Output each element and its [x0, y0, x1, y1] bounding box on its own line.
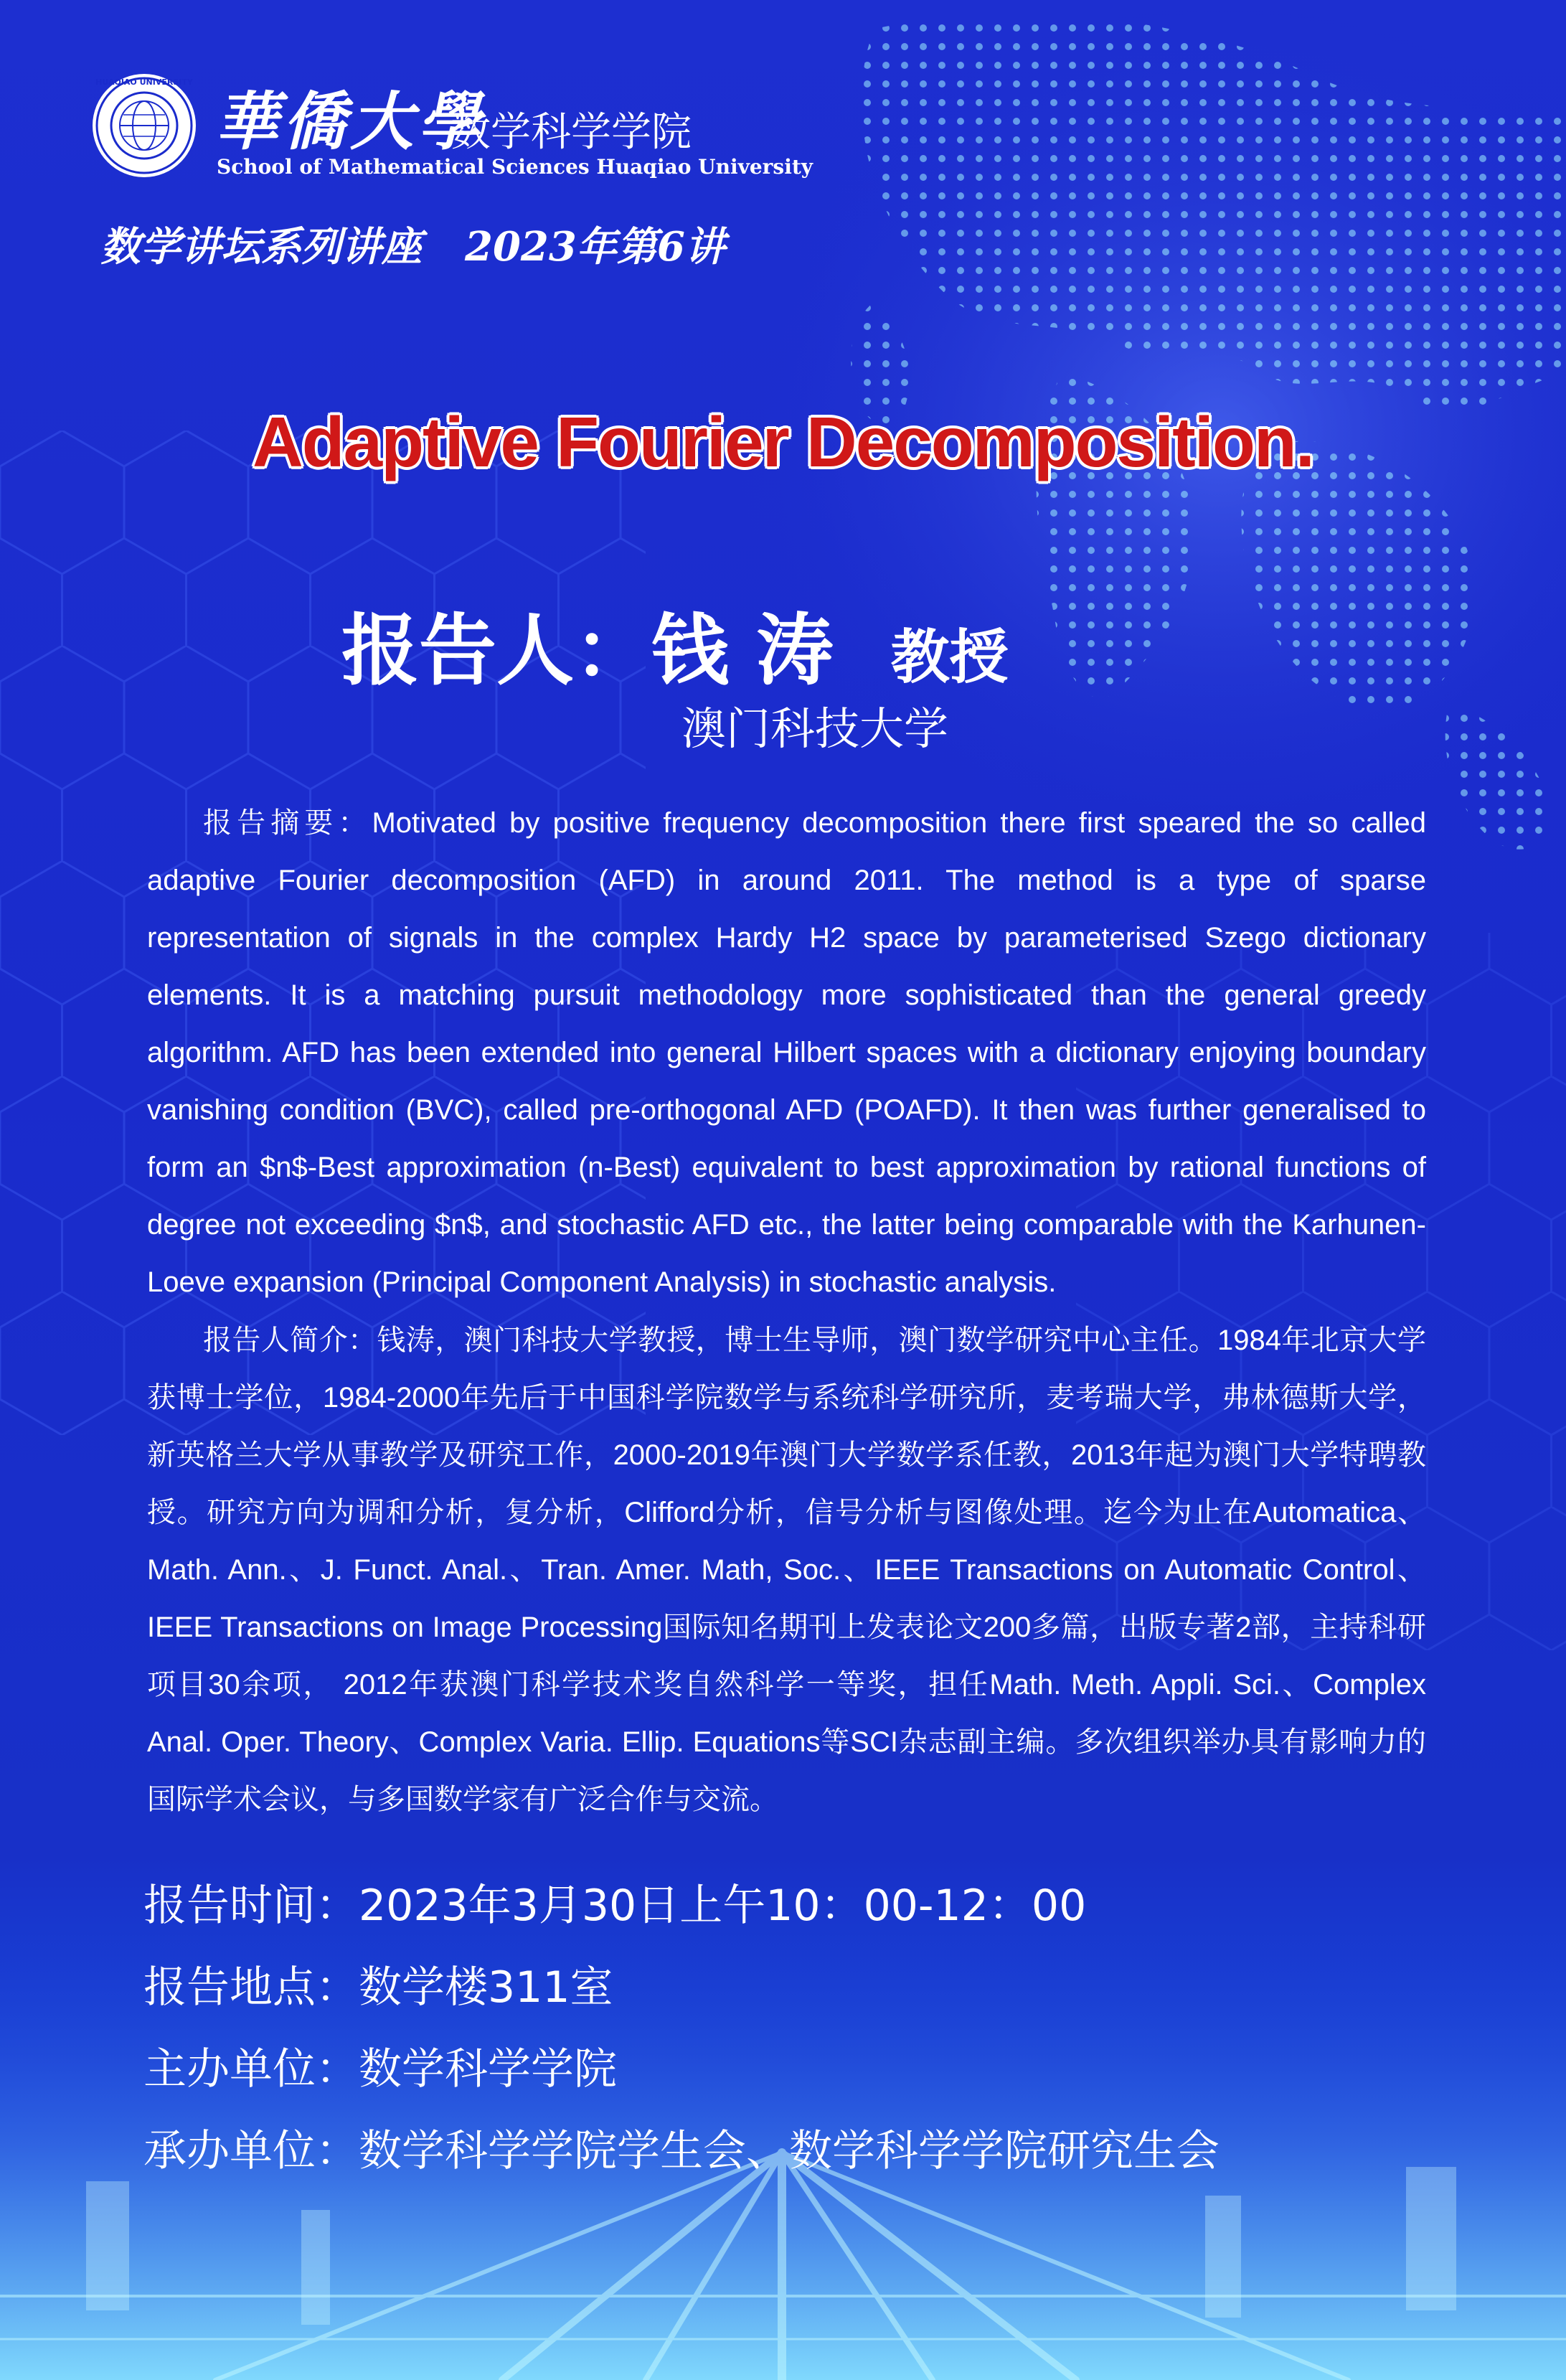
- speaker-affiliation: 澳门科技大学: [681, 702, 949, 755]
- abstract-paragraph: 报告摘要：Motivated by positive frequency decomposition there first speared the so called adaptive Fourier decomposition (AFD) in around 2011. The method is a type of sparse representation of signals in the complex Hardy H2 space by parameterised Szego dictionary elements. It is a matching pursuit methodology more sophisticated than the general greedy algorithm. AFD has been extended into general Hilbert spaces with a dictionary enjoying boundary vanishing condition (BVC), called pre-orthogonal AFD (POAFD). It then was further generalised to form an $n$-Best approximation (n-Best) equivalent to best approximation by rational functions of degree not exceeding $n$, and stochastic AFD etc., the latter being comparable with the Karhunen-Loeve expansion (Principal Component Analysis) in stochastic analysis.: [147, 807, 1426, 1298]
- seal-text: HUAQIAO UNIVERSITY: [95, 77, 193, 87]
- series-name: 数学讲坛系列讲座: [100, 223, 422, 271]
- school-name-cn: 数学科学学院: [451, 109, 692, 156]
- university-name-cn: 華僑大學: [215, 84, 486, 159]
- speaker-name: 钱 涛: [651, 606, 834, 696]
- talk-title: Adaptive Fourier Decomposition.: [253, 403, 1313, 481]
- school-name-en: School of Mathematical Sciences Huaqiao University: [217, 155, 813, 179]
- organizer-unit: 承办单位：数学科学学院学生会、数学科学学院研究生会: [143, 2126, 1220, 2176]
- bio-paragraph: 报告人简介：钱涛，澳门科技大学教授，博士生导师，澳门数学研究中心主任。1984年北京大学获博士学位，1984-2000年先后于中国科学院数学与系统科学研究所，麦考瑞大学，弗林德斯大学，新英格兰大学从事教学及研究工作，2000-2019年澳门大学数学系任教，2013年起为澳门大学特聘教授。研究方向为调和分析，复分析，Clifford分析，信号分析与图像处理。迄今为止在Automatica、Math. Ann.、J. Funct. Anal.、Tran. Amer. Math, Soc.、IEEE Transactions on Automatic Control、IEEE Transactions on Image Processing国际知名期刊上发表论文200多篇，出版专著2部，主持科研项目30余项， 2012年获澳门科学技术奖自然科学一等奖，担任Math. Meth. Appli. Sci.、Complex Anal. Oper. Theory、Complex Varia. Ellip. Equations等SCI杂志副主编。多次组织举办具有影响力的国际学术会议，与多国数学家有广泛合作与交流。: [147, 1325, 1426, 1815]
- series-issue: 2023年第6讲: [465, 223, 725, 271]
- talk-time: 报告时间：2023年3月30日上午10：00-12：00: [143, 1881, 1087, 1931]
- speaker-line: [341, 588, 1009, 700]
- host-unit: 主办单位：数学科学学院: [143, 2044, 617, 2094]
- speaker-label: 报告人：: [341, 606, 652, 696]
- lecture-series: [100, 215, 725, 273]
- talk-location: 报告地点：数学楼311室: [143, 1962, 613, 2013]
- university-seal-logo: [90, 72, 198, 179]
- speaker-title: 教授: [890, 624, 1009, 692]
